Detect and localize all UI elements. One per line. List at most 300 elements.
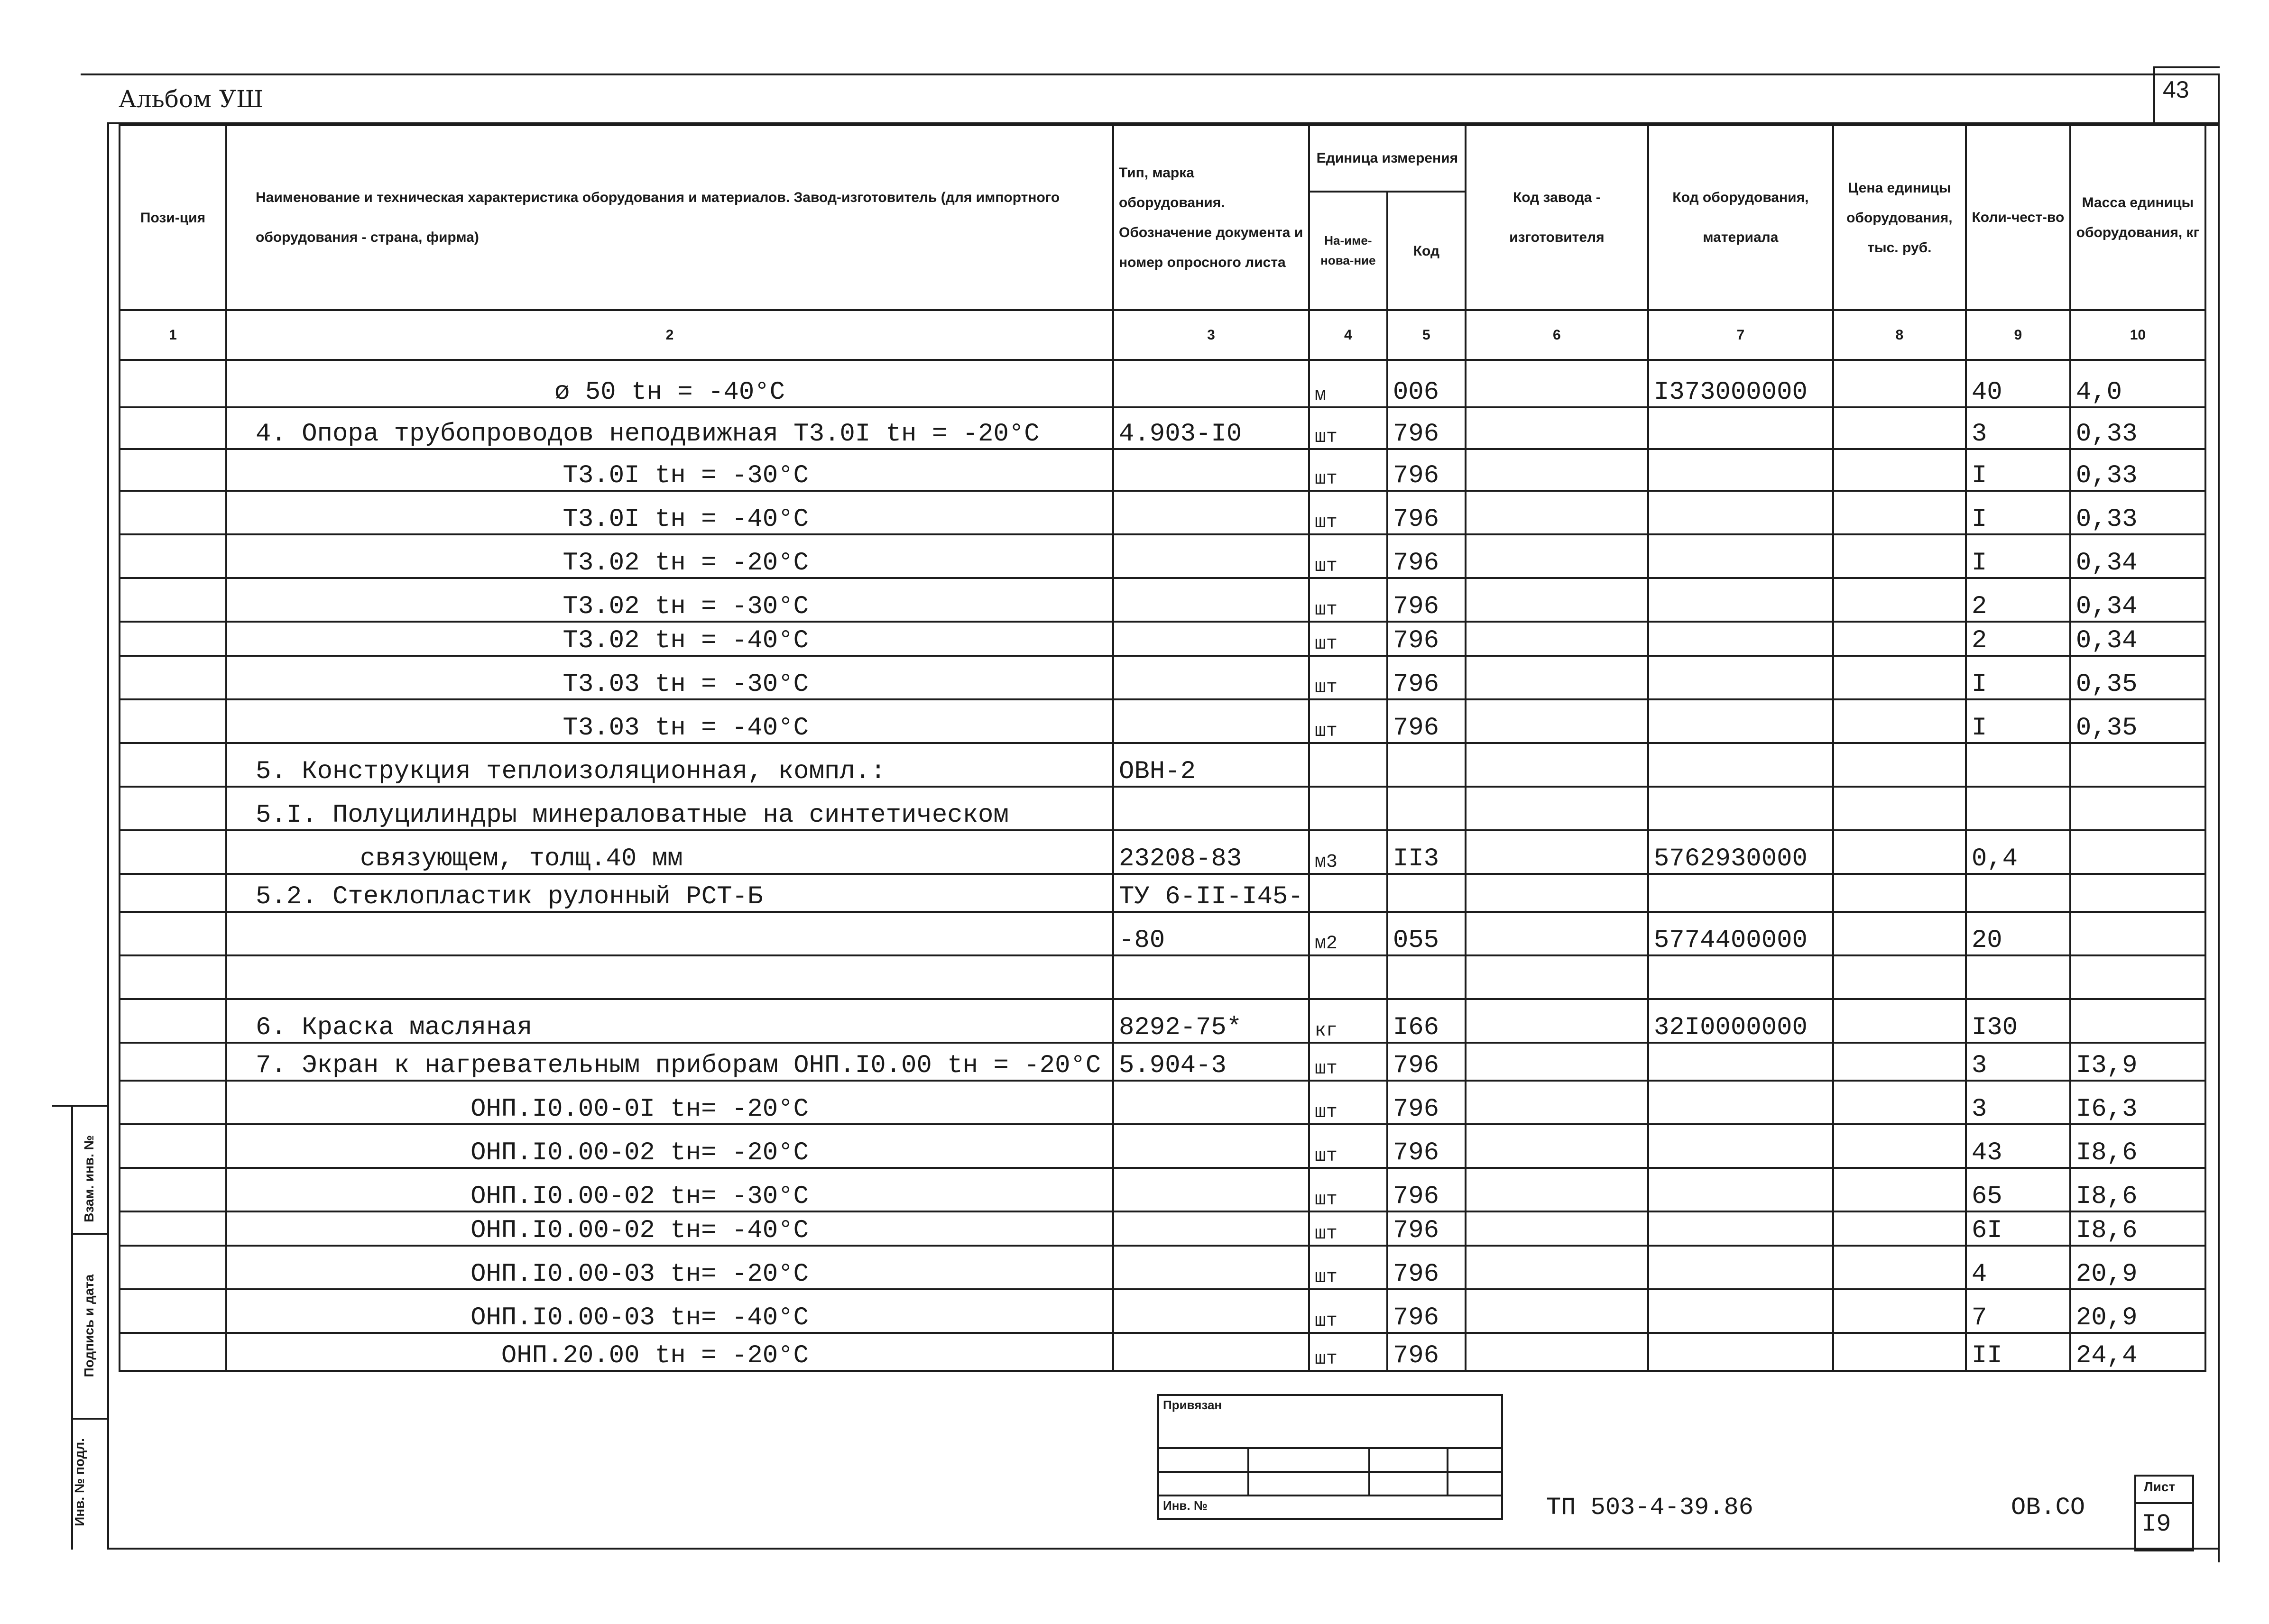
type-cell (1113, 656, 1309, 699)
table-row (120, 407, 2205, 449)
qty-cell: 40 (1966, 360, 2070, 407)
unit-cell: шт (1309, 449, 1387, 491)
side-label-signature-date: Подпись и дата (82, 1274, 96, 1377)
qty-cell: I30 (1966, 999, 2070, 1043)
mass-cell: 20,9 (2070, 1246, 2205, 1289)
code-cell: 796 (1387, 407, 1466, 449)
position-cell (120, 1333, 226, 1371)
section-code: ОВ.СО (2011, 1494, 2085, 1522)
table-row (120, 1124, 2205, 1168)
table-row (120, 912, 2205, 955)
unit-cell: м2 (1309, 912, 1387, 955)
maker-code-cell (1466, 1168, 1648, 1211)
unit-cell: шт (1309, 1081, 1387, 1124)
code-cell: 796 (1387, 1246, 1466, 1289)
maker-code-cell (1466, 743, 1648, 787)
name-cell: Т3.03 tн = -30°C (226, 656, 1113, 699)
price-cell (1833, 622, 1966, 656)
name-cell: 5.I. Полуцилиндры минераловатные на синтетическом (226, 787, 1113, 830)
code-cell: 796 (1387, 534, 1466, 578)
stamp-attached-label: Привязан (1158, 1395, 1502, 1448)
qty-cell: 0,4 (1966, 830, 2070, 874)
type-cell (1113, 1246, 1309, 1289)
code-cell: 796 (1387, 622, 1466, 656)
qty-cell: I (1966, 534, 2070, 578)
unit-cell: шт (1309, 407, 1387, 449)
mass-cell (2070, 999, 2205, 1043)
name-cell (226, 912, 1113, 955)
col-number: 4 (1309, 310, 1387, 360)
type-cell: 5.904-3 (1113, 1043, 1309, 1081)
maker-code-cell (1466, 1124, 1648, 1168)
code-cell (1387, 955, 1466, 999)
type-cell (1113, 1081, 1309, 1124)
price-cell (1833, 407, 1966, 449)
mass-cell (2070, 830, 2205, 874)
table-row (120, 491, 2205, 534)
type-cell (1113, 955, 1309, 999)
header-unit-name: На-име-нова-ние (1309, 192, 1387, 310)
stamp-cell (1448, 1472, 1502, 1496)
qty-cell: 2 (1966, 578, 2070, 622)
code-cell: 796 (1387, 1211, 1466, 1246)
col-number: 2 (226, 310, 1113, 360)
top-border (81, 73, 2220, 75)
maker-code-cell (1466, 360, 1648, 407)
table-row (120, 830, 2205, 874)
price-cell (1833, 874, 1966, 912)
header-position: Пози-ция (120, 125, 226, 310)
code-cell: 796 (1387, 656, 1466, 699)
col-number: 9 (1966, 310, 2070, 360)
qty-cell: 43 (1966, 1124, 2070, 1168)
mass-cell: 0,35 (2070, 699, 2205, 743)
table-row (120, 955, 2205, 999)
position-cell (120, 534, 226, 578)
unit-cell: кг (1309, 999, 1387, 1043)
table-row (120, 1333, 2205, 1371)
qty-cell: I (1966, 491, 2070, 534)
qty-cell: I (1966, 699, 2070, 743)
maker-code-cell (1466, 1211, 1648, 1246)
position-cell (120, 360, 226, 407)
position-cell (120, 999, 226, 1043)
unit-cell: шт (1309, 534, 1387, 578)
col-number: 3 (1113, 310, 1309, 360)
price-cell (1833, 360, 1966, 407)
side-label-inv-original: Инв. № подл. (72, 1438, 87, 1526)
table-row (120, 449, 2205, 491)
unit-cell: шт (1309, 1124, 1387, 1168)
equip-code-cell (1648, 1289, 1833, 1333)
code-cell: 796 (1387, 1043, 1466, 1081)
price-cell (1833, 1333, 1966, 1371)
mass-cell: 0,33 (2070, 449, 2205, 491)
mass-cell: I8,6 (2070, 1211, 2205, 1246)
bottom-border (107, 1548, 2220, 1550)
type-cell: ОВН-2 (1113, 743, 1309, 787)
mass-cell: 0,35 (2070, 656, 2205, 699)
unit-cell (1309, 955, 1387, 999)
type-cell (1113, 1124, 1309, 1168)
qty-cell: 65 (1966, 1168, 2070, 1211)
stamp-cell (1248, 1448, 1369, 1472)
type-cell (1113, 1168, 1309, 1211)
price-cell (1833, 534, 1966, 578)
header-unit-group: Единица измерения (1309, 125, 1466, 192)
position-cell (120, 743, 226, 787)
maker-code-cell (1466, 1289, 1648, 1333)
name-cell (226, 955, 1113, 999)
unit-cell: шт (1309, 656, 1387, 699)
price-cell (1833, 999, 1966, 1043)
document-code: ТП 503-4-39.86 (1546, 1494, 1753, 1522)
table-row (120, 578, 2205, 622)
stamp-cell (1369, 1472, 1448, 1496)
name-cell: Т3.02 tн = -20°C (226, 534, 1113, 578)
table-row (120, 1168, 2205, 1211)
maker-code-cell (1466, 699, 1648, 743)
table-row (120, 787, 2205, 830)
position-cell (120, 1168, 226, 1211)
mass-cell: I6,3 (2070, 1081, 2205, 1124)
unit-cell: шт (1309, 699, 1387, 743)
unit-cell: шт (1309, 1211, 1387, 1246)
unit-cell: шт (1309, 491, 1387, 534)
qty-cell: 4 (1966, 1246, 2070, 1289)
qty-cell (1966, 743, 2070, 787)
name-cell: 7. Экран к нагревательным приборам ОНП.I0.00 tн = -20°C (226, 1043, 1113, 1081)
stamp-cell (1158, 1472, 1248, 1496)
price-cell (1833, 1289, 1966, 1333)
qty-cell: 20 (1966, 912, 2070, 955)
equip-code-cell (1648, 874, 1833, 912)
mass-cell (2070, 787, 2205, 830)
equip-code-cell (1648, 491, 1833, 534)
name-cell: ОНП.I0.00-03 tн= -40°C (226, 1289, 1113, 1333)
name-cell: связующем, толщ.40 мм (226, 830, 1113, 874)
position-cell (120, 491, 226, 534)
unit-cell: шт (1309, 1246, 1387, 1289)
name-cell: Т3.02 tн = -30°C (226, 578, 1113, 622)
table-row (120, 743, 2205, 787)
maker-code-cell (1466, 656, 1648, 699)
code-cell: 796 (1387, 1081, 1466, 1124)
equip-code-cell: 5774400000 (1648, 912, 1833, 955)
equip-code-cell (1648, 1043, 1833, 1081)
header-name: Наименование и техническая характеристика оборудования и материалов. Завод-изготовитель (для импортного оборудования - страна, фирма) (226, 125, 1113, 310)
maker-code-cell (1466, 1246, 1648, 1289)
equip-code-cell (1648, 578, 1833, 622)
name-cell: ОНП.I0.00-02 tн= -30°C (226, 1168, 1113, 1211)
mass-cell (2070, 743, 2205, 787)
equip-code-cell (1648, 1081, 1833, 1124)
equip-code-cell (1648, 534, 1833, 578)
price-cell (1833, 1081, 1966, 1124)
maker-code-cell (1466, 1333, 1648, 1371)
table-row (120, 1081, 2205, 1124)
maker-code-cell (1466, 449, 1648, 491)
qty-cell: I (1966, 656, 2070, 699)
stamp-cell (1248, 1472, 1369, 1496)
equip-code-cell (1648, 622, 1833, 656)
name-cell: ОНП.I0.00-03 tн= -20°C (226, 1246, 1113, 1289)
unit-cell (1309, 874, 1387, 912)
maker-code-cell (1466, 874, 1648, 912)
type-cell: 4.903-I0 (1113, 407, 1309, 449)
price-cell (1833, 955, 1966, 999)
position-cell (120, 449, 226, 491)
code-cell: II3 (1387, 830, 1466, 874)
position-cell (120, 656, 226, 699)
table-row (120, 1043, 2205, 1081)
header-type: Тип, марка оборудования. Обозначение документа и номер опросного листа (1113, 125, 1309, 310)
type-cell (1113, 491, 1309, 534)
header-maker-code: Код завода - изготовителя (1466, 125, 1648, 310)
unit-cell (1309, 787, 1387, 830)
table-row (120, 534, 2205, 578)
col-number: 1 (120, 310, 226, 360)
maker-code-cell (1466, 830, 1648, 874)
type-cell: 23208-83 (1113, 830, 1309, 874)
type-cell: ТУ 6-II-I45- (1113, 874, 1309, 912)
unit-cell: м (1309, 360, 1387, 407)
code-cell: 055 (1387, 912, 1466, 955)
code-cell (1387, 874, 1466, 912)
name-cell: ОНП.I0.00-02 tн= -40°C (226, 1211, 1113, 1246)
price-cell (1833, 1043, 1966, 1081)
price-cell (1833, 656, 1966, 699)
equip-code-cell (1648, 787, 1833, 830)
price-cell (1833, 699, 1966, 743)
col-number: 5 (1387, 310, 1466, 360)
position-cell (120, 699, 226, 743)
code-cell: I66 (1387, 999, 1466, 1043)
position-cell (120, 1246, 226, 1289)
stamp-inv-label: Инв. № (1158, 1496, 1502, 1519)
type-cell (1113, 622, 1309, 656)
qty-cell: I (1966, 449, 2070, 491)
position-cell (120, 912, 226, 955)
mass-cell: I8,6 (2070, 1124, 2205, 1168)
equip-code-cell (1648, 1124, 1833, 1168)
price-cell (1833, 743, 1966, 787)
position-cell (120, 874, 226, 912)
sheet-number: I9 (2141, 1510, 2171, 1538)
unit-cell: м3 (1309, 830, 1387, 874)
table-row (120, 622, 2205, 656)
code-cell (1387, 787, 1466, 830)
unit-cell (1309, 743, 1387, 787)
type-cell (1113, 1333, 1309, 1371)
column-number-row (120, 310, 2205, 360)
name-cell: 6. Краска масляная (226, 999, 1113, 1043)
name-cell: 5. Конструкция теплоизоляционная, компл.: (226, 743, 1113, 787)
equip-code-cell (1648, 656, 1833, 699)
name-cell: ø 50 tн = -40°C (226, 360, 1113, 407)
price-cell (1833, 830, 1966, 874)
mass-cell: I3,9 (2070, 1043, 2205, 1081)
position-cell (120, 578, 226, 622)
price-cell (1833, 787, 1966, 830)
equip-code-cell: I373000000 (1648, 360, 1833, 407)
position-cell (120, 787, 226, 830)
price-cell (1833, 1124, 1966, 1168)
equip-code-cell (1648, 699, 1833, 743)
type-cell: 8292-75* (1113, 999, 1309, 1043)
left-border (107, 122, 109, 1550)
name-cell: Т3.03 tн = -40°C (226, 699, 1113, 743)
name-cell: 5.2. Стеклопластик рулонный РСТ-Б (226, 874, 1113, 912)
col-number: 7 (1648, 310, 1833, 360)
type-cell (1113, 787, 1309, 830)
sheet-box-divider (2134, 1502, 2192, 1504)
unit-cell: шт (1309, 1289, 1387, 1333)
qty-cell: 3 (1966, 1081, 2070, 1124)
position-cell (120, 1124, 226, 1168)
type-cell (1113, 699, 1309, 743)
mass-cell: 0,34 (2070, 622, 2205, 656)
mass-cell: 0,34 (2070, 578, 2205, 622)
position-cell (120, 955, 226, 999)
equip-code-cell: 32I0000000 (1648, 999, 1833, 1043)
code-cell: 006 (1387, 360, 1466, 407)
price-cell (1833, 578, 1966, 622)
name-cell: ОНП.I0.00-0I tн= -20°C (226, 1081, 1113, 1124)
mass-cell: 0,34 (2070, 534, 2205, 578)
qty-cell: 7 (1966, 1289, 2070, 1333)
code-cell: 796 (1387, 1168, 1466, 1211)
qty-cell: II (1966, 1333, 2070, 1371)
sheet-label: Лист (2144, 1479, 2176, 1494)
maker-code-cell (1466, 912, 1648, 955)
unit-cell: шт (1309, 1168, 1387, 1211)
table-row (120, 1246, 2205, 1289)
code-cell: 796 (1387, 491, 1466, 534)
maker-code-cell (1466, 622, 1648, 656)
table-row (120, 656, 2205, 699)
col-number: 8 (1833, 310, 1966, 360)
maker-code-cell (1466, 999, 1648, 1043)
maker-code-cell (1466, 407, 1648, 449)
attachment-stamp (1157, 1394, 1503, 1520)
unit-cell: шт (1309, 1043, 1387, 1081)
position-cell (120, 622, 226, 656)
position-cell (120, 1043, 226, 1081)
price-cell (1833, 491, 1966, 534)
unit-cell: шт (1309, 578, 1387, 622)
type-cell (1113, 360, 1309, 407)
position-cell (120, 1289, 226, 1333)
side-label-replace-inv: Взам. инв. № (82, 1135, 96, 1222)
code-cell: 796 (1387, 1333, 1466, 1371)
price-cell (1833, 449, 1966, 491)
name-cell: ОНП.I0.00-02 tн= -20°C (226, 1124, 1113, 1168)
album-title: Альбом УШ (119, 85, 264, 113)
stamp-cell (1369, 1448, 1448, 1472)
name-cell: Т3.0I tн = -30°C (226, 449, 1113, 491)
type-cell (1113, 534, 1309, 578)
position-cell (120, 1081, 226, 1124)
page-number: 43 (2163, 76, 2189, 103)
mass-cell: I8,6 (2070, 1168, 2205, 1211)
qty-cell (1966, 874, 2070, 912)
price-cell (1833, 1211, 1966, 1246)
type-cell (1113, 1211, 1309, 1246)
type-cell (1113, 1289, 1309, 1333)
maker-code-cell (1466, 578, 1648, 622)
specification-table (119, 124, 2206, 1372)
maker-code-cell (1466, 955, 1648, 999)
position-cell (120, 407, 226, 449)
position-cell (120, 1211, 226, 1246)
qty-cell: 3 (1966, 407, 2070, 449)
mass-cell: 24,4 (2070, 1333, 2205, 1371)
type-cell (1113, 449, 1309, 491)
header-mass: Масса единицы оборудования, кг (2070, 125, 2205, 310)
table-row (120, 699, 2205, 743)
equip-code-cell (1648, 743, 1833, 787)
equip-code-cell (1648, 1168, 1833, 1211)
table-row (120, 999, 2205, 1043)
qty-cell: 3 (1966, 1043, 2070, 1081)
maker-code-cell (1466, 1043, 1648, 1081)
qty-cell: 2 (1966, 622, 2070, 656)
mass-cell (2070, 955, 2205, 999)
stamp-cell (1448, 1448, 1502, 1472)
price-cell (1833, 912, 1966, 955)
maker-code-cell (1466, 1081, 1648, 1124)
type-cell: -80 (1113, 912, 1309, 955)
equip-code-cell (1648, 407, 1833, 449)
col-number: 10 (2070, 310, 2205, 360)
name-cell: Т3.02 tн = -40°C (226, 622, 1113, 656)
code-cell: 796 (1387, 578, 1466, 622)
mass-cell (2070, 874, 2205, 912)
code-cell (1387, 743, 1466, 787)
code-cell: 796 (1387, 1289, 1466, 1333)
equip-code-cell (1648, 1333, 1833, 1371)
qty-cell: 6I (1966, 1211, 2070, 1246)
name-cell: ОНП.20.00 tн = -20°C (226, 1333, 1113, 1371)
header-equip-code: Код оборудования, материала (1648, 125, 1833, 310)
right-border (2218, 73, 2220, 1562)
equip-code-cell: 5762930000 (1648, 830, 1833, 874)
maker-code-cell (1466, 534, 1648, 578)
code-cell: 796 (1387, 1124, 1466, 1168)
header-price: Цена единицы оборудования, тыс. руб. (1833, 125, 1966, 310)
equip-code-cell (1648, 449, 1833, 491)
table-row (120, 360, 2205, 407)
name-cell: 4. Опора трубопроводов неподвижная Т3.0I tн = -20°C (226, 407, 1113, 449)
name-cell: Т3.0I tн = -40°C (226, 491, 1113, 534)
price-cell (1833, 1246, 1966, 1289)
equip-code-cell (1648, 1246, 1833, 1289)
code-cell: 796 (1387, 699, 1466, 743)
unit-cell: шт (1309, 622, 1387, 656)
col-number: 6 (1466, 310, 1648, 360)
position-cell (120, 830, 226, 874)
mass-cell: 20,9 (2070, 1289, 2205, 1333)
type-cell (1113, 578, 1309, 622)
mass-cell: 0,33 (2070, 491, 2205, 534)
mass-cell: 0,33 (2070, 407, 2205, 449)
stamp-cell (1158, 1448, 1248, 1472)
mass-cell (2070, 912, 2205, 955)
maker-code-cell (1466, 491, 1648, 534)
qty-cell (1966, 955, 2070, 999)
qty-cell (1966, 787, 2070, 830)
